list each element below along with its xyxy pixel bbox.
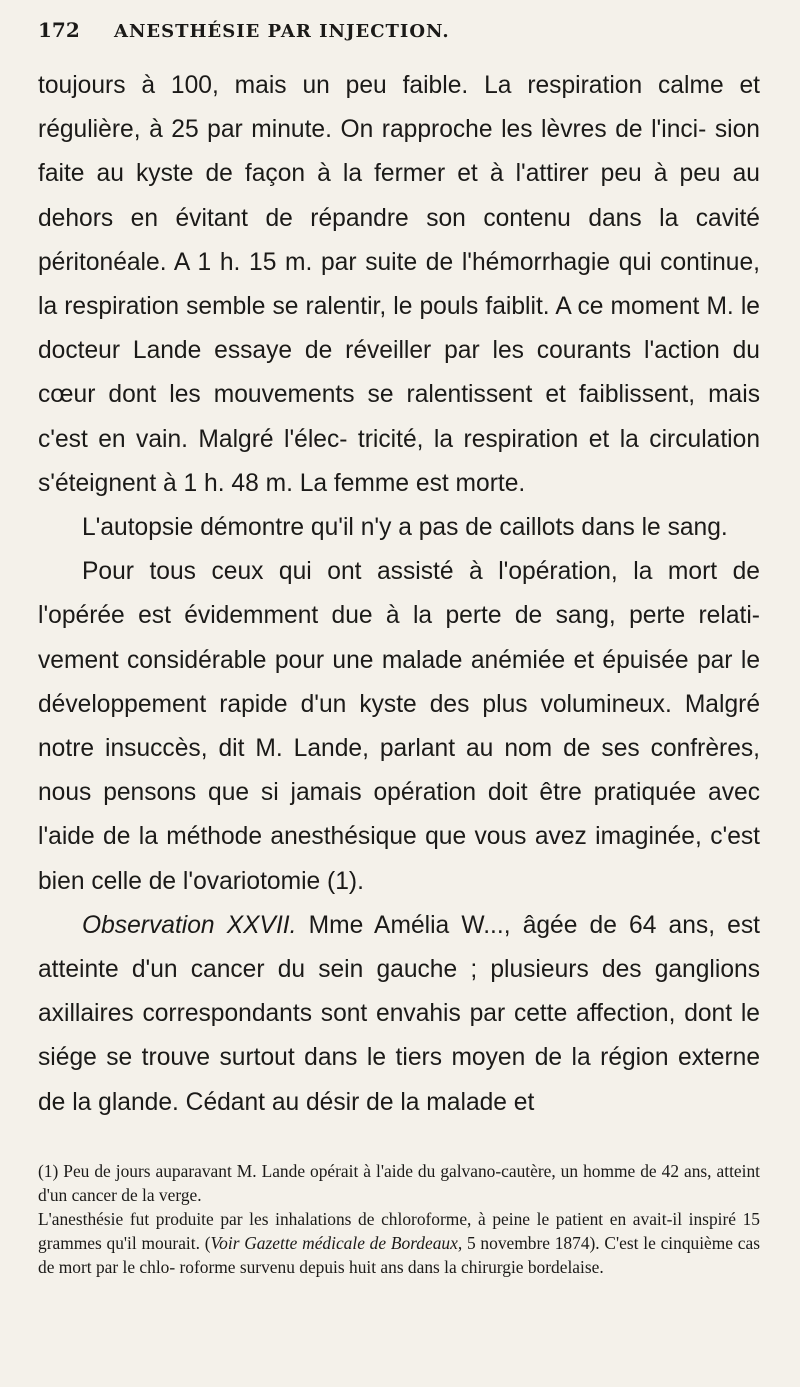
paragraph-conclusion: Pour tous ceux qui ont assisté à l'opération, la mort de l'opérée est évidemment due à la perte de sang, perte relati- vement considérable pour une malade anémiée et épuisée par le développement rapide d'un kyste des plus volumineux. Malgré notre insuccès, dit M. Lande, parlant au nom de ses confrères, nous pensons que si jamais opération doit être pratiquée avec l'aide de la méthode anesthésique que vous avez imaginée, c'est bien celle de l'ovariotomie (1). <box>38 558 760 895</box>
footnote-2-start: L'anesthésie fut produite par les inhalations de chloroforme, à peine le patient en avait-il inspiré 15 grammes qu'il mourait. ( <box>38 1208 760 1253</box>
footnote-2-end: 5 novembre 1874). C'est le cinquième cas de mort par le chlo- roforme survenu depuis huit ans dans la chirurgie bordelaise. <box>38 1232 760 1277</box>
observation-text: Mme Amélia W..., âgée de 64 ans, est atteinte d'un cancer du sein gauche ; plusieurs des ganglions axillaires correspondants sont envahis par cette affection, dont le siége se trouve surtout dans le tiers moyen de la région externe de la glande. Cédant au désir de la malade et <box>38 911 760 1116</box>
running-title: ANESTHÉSIE PAR INJECTION. <box>114 21 450 42</box>
paragraph-continuation: toujours à 100, mais un peu faible. La respiration calme et régulière, à 25 par minute. On rapproche les lèvres de l'inci- sion faite au kyste de façon à la fermer et à l'attirer peu à peu au dehors en évitant de répandre son contenu dans la cavité péritonéale. A 1 h. 15 m. par suite de l'hémorrhagie qui continue, la respiration semble se ralentir, le pouls faiblit. A ce moment M. le docteur Lande essaye de réveiller par les courants l'action du cœur dont les mouvements se ralentissent et faiblissent, mais c'est en vain. Malgré l'élec- tricité, la respiration et la circulation s'éteignent à 1 h. 48 m. La femme est morte. <box>38 72 760 497</box>
paragraph-autopsy: L'autopsie démontre qu'il n'y a pas de caillots dans le sang. <box>82 514 728 542</box>
main-text <box>38 64 760 1125</box>
paragraph-observation <box>38 904 760 1125</box>
footnote-2-reference: Voir Gazette médicale de Bordeaux, <box>210 1232 463 1253</box>
footnotes <box>38 1159 760 1279</box>
page-number: 172 <box>38 18 80 42</box>
footnote-2 <box>38 1207 760 1279</box>
footnote-1: (1) Peu de jours auparavant M. Lande opérait à l'aide du galvano-cautère, un homme de 42 ans, atteint d'un cancer de la verge. <box>38 1160 760 1205</box>
observation-title: Observation XXVII. <box>82 911 297 939</box>
page-header <box>38 18 760 58</box>
